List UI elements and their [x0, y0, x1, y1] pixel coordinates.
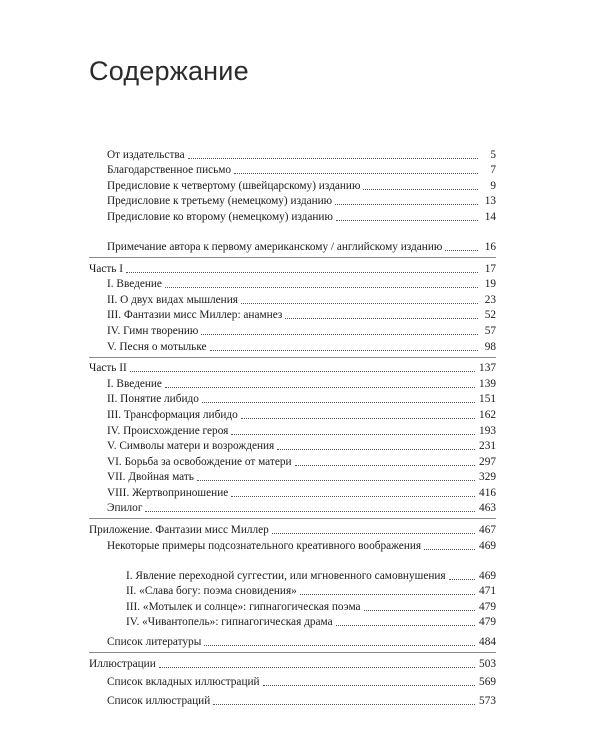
toc-entry-title: Предисловие ко второму (немецкому) изданию: [107, 210, 333, 223]
toc-entry-title: Предисловие к третьему (немецкому) изданию: [107, 195, 333, 208]
toc-entry-page: 469: [479, 539, 496, 552]
toc-part-1[interactable]: [89, 260, 496, 276]
toc-entry-appendix-examples[interactable]: [89, 537, 496, 553]
toc-entry-page: 503: [479, 657, 496, 670]
toc-entry-page: 479: [479, 616, 496, 629]
toc-entry-title: Список вкладных иллюстраций: [107, 676, 260, 689]
toc-appendix[interactable]: [89, 521, 496, 537]
toc-entry-title: VIII. Жертвоприношение: [107, 486, 229, 499]
toc-entry-title: V. Символы матери и возрождения: [107, 440, 275, 453]
toc-entry-title: II. Понятие либидо: [107, 393, 199, 406]
toc-entry-title: I. Введение: [107, 377, 162, 390]
toc-entry-page: 573: [479, 694, 496, 707]
dot-leader: [165, 286, 478, 288]
dot-leader: [188, 157, 478, 159]
toc-entry-preface-4th[interactable]: [89, 177, 496, 193]
toc-entry-p2-ch4[interactable]: [89, 422, 496, 438]
toc-entry-title: Предисловие к четвертому (швейцарскому) изданию: [107, 179, 361, 192]
dot-leader: [277, 448, 475, 450]
dot-leader: [445, 249, 478, 251]
toc-entry-p2-ch3[interactable]: [89, 406, 496, 422]
toc-entry-title: Некоторые примеры подсознательного креативного воображения: [107, 539, 422, 552]
toc-part-title: Иллюстрации: [89, 657, 156, 670]
dot-leader: [300, 593, 475, 595]
dot-leader: [241, 302, 478, 304]
dot-leader: [234, 172, 478, 174]
toc-entry-p1-ch3[interactable]: [89, 307, 496, 323]
toc-entry-title: IV. Гимн творению: [107, 324, 199, 337]
toc-entry-page: 193: [479, 424, 496, 437]
section-divider: [89, 257, 496, 258]
toc-entry-page: 416: [479, 486, 496, 499]
dot-leader: [201, 333, 478, 335]
dot-leader: [204, 644, 475, 646]
toc-entry-page: 23: [484, 293, 496, 306]
dot-leader: [364, 609, 475, 611]
toc-entry-p2-ch8[interactable]: [89, 484, 496, 500]
dot-leader: [165, 386, 475, 388]
dot-leader: [336, 624, 475, 626]
page-title: Содержание: [89, 56, 249, 86]
dot-leader: [241, 417, 475, 419]
toc-entry-title: Список иллюстраций: [107, 694, 211, 707]
toc-entry-page: 14: [484, 210, 496, 223]
toc-entry-appendix-4[interactable]: [89, 614, 496, 630]
toc-entry-title: III. Трансформация либидо: [107, 408, 238, 421]
toc-entry-page: 98: [484, 340, 496, 353]
toc-entry-page: 329: [479, 471, 496, 484]
toc-entry-p1-ch2[interactable]: [89, 291, 496, 307]
toc-entry-p2-ch1[interactable]: [89, 375, 496, 391]
dot-leader: [202, 401, 475, 403]
dot-leader: [336, 219, 478, 221]
toc-entry-page: 463: [479, 502, 496, 515]
toc-entry-page: 569: [479, 676, 496, 689]
toc-entry-title: VI. Борьба за освобождение от матери: [107, 455, 292, 468]
toc-entry-page: 231: [479, 440, 496, 453]
toc-entry-title: IV. «Чивантопель»: гипнагогическая драма: [126, 616, 333, 629]
dot-leader: [145, 510, 475, 512]
toc-entry-page: 484: [479, 636, 496, 649]
toc-entry-page: 7: [490, 164, 496, 177]
toc-entry-inset-illustrations[interactable]: [89, 674, 496, 690]
section-divider: [89, 357, 496, 358]
toc-entry-preface-3rd[interactable]: [89, 193, 496, 209]
toc-entry-appendix-1[interactable]: [89, 553, 496, 583]
section-divider: [89, 652, 496, 653]
dot-leader: [159, 666, 475, 668]
toc-entry-title: От издательства: [107, 148, 185, 161]
toc-entry-page: 139: [479, 377, 496, 390]
toc-entry-title: V. Песня о мотыльке: [107, 340, 207, 353]
toc-illustrations[interactable]: [89, 655, 496, 671]
dot-leader: [126, 271, 478, 273]
toc-entry-page: 52: [484, 309, 496, 322]
dot-leader: [263, 684, 475, 686]
section-divider: [89, 518, 496, 519]
toc-entry-illustrations-list[interactable]: [89, 692, 496, 708]
toc-entry-from-publisher[interactable]: [89, 146, 496, 162]
toc-entry-title: III. Фантазии мисс Миллер: анамнез: [107, 309, 283, 322]
toc-entry-p1-ch1[interactable]: [89, 276, 496, 292]
dot-leader: [363, 188, 478, 190]
toc-entry-page: 17: [484, 262, 496, 275]
dot-leader: [335, 203, 478, 205]
dot-leader: [231, 495, 475, 497]
toc-entry-title: IV. Происхождение героя: [107, 424, 229, 437]
toc-entry-appendix-3[interactable]: [89, 598, 496, 614]
toc-entry-page: 5: [490, 148, 496, 161]
toc-part-title: Часть II: [89, 362, 127, 375]
toc-entry-page: 162: [479, 408, 496, 421]
toc-entry-thanks-letter[interactable]: [89, 162, 496, 178]
toc-entry-page: 57: [484, 324, 496, 337]
toc-entry-page: 297: [479, 455, 496, 468]
dot-leader: [295, 464, 475, 466]
toc-part-title: Приложение. Фантазии мисс Миллер: [89, 524, 269, 537]
toc-entry-page: 137: [479, 362, 496, 375]
dot-leader: [130, 370, 475, 372]
toc-entry-page: 479: [479, 600, 496, 613]
toc-part-title: Часть I: [89, 262, 124, 275]
toc-entry-title: II. О двух видах мышления: [107, 293, 238, 306]
toc-entry-title: III. «Мотылек и солнце»: гипнагогическая поэма: [126, 600, 361, 613]
toc-entry-page: 151: [479, 393, 496, 406]
toc-entry-page: 9: [490, 179, 496, 192]
dot-leader: [231, 433, 475, 435]
toc-part-2[interactable]: [89, 360, 496, 376]
table-of-contents: [89, 146, 496, 708]
toc-entry-page: 16: [484, 240, 496, 253]
dot-leader: [449, 578, 475, 580]
toc-entry-title: VII. Двойная мать: [107, 471, 194, 484]
dot-leader: [213, 703, 475, 705]
toc-entry-title: I. Введение: [107, 278, 162, 291]
toc-entry-author-note[interactable]: [89, 224, 496, 254]
dot-leader: [285, 317, 478, 319]
toc-entry-page: 13: [484, 195, 496, 208]
toc-entry-p2-epilogue[interactable]: [89, 500, 496, 516]
toc-entry-p2-ch5[interactable]: [89, 438, 496, 454]
toc-entry-page: 467: [479, 524, 496, 537]
dot-leader: [272, 532, 475, 534]
dot-leader: [210, 349, 478, 351]
toc-entry-title: II. «Слава богу: поэма сновидения»: [126, 585, 297, 598]
dot-leader: [424, 548, 475, 550]
toc-entry-p2-ch6[interactable]: [89, 453, 496, 469]
toc-entry-page: 19: [484, 278, 496, 291]
toc-entry-p2-ch2[interactable]: [89, 391, 496, 407]
toc-entry-p2-ch7[interactable]: [89, 469, 496, 485]
toc-entry-page: 471: [479, 585, 496, 598]
toc-entry-title: Благодарственное письмо: [107, 164, 232, 177]
toc-entry-preface-2nd[interactable]: [89, 208, 496, 224]
toc-entry-p1-ch5[interactable]: [89, 338, 496, 354]
dot-leader: [197, 479, 475, 481]
toc-entry-page: 469: [479, 569, 496, 582]
toc-entry-title: I. Явление переходной суггестии, или мгновенного самовнушения: [126, 569, 446, 582]
toc-entry-literature[interactable]: [89, 633, 496, 649]
toc-entry-p1-ch4[interactable]: [89, 322, 496, 338]
toc-entry-title: Список литературы: [107, 636, 202, 649]
toc-entry-appendix-2[interactable]: [89, 583, 496, 599]
toc-entry-title: Примечание автора к первому американскому / английскому изданию: [107, 240, 443, 253]
toc-entry-title: Эпилог: [107, 502, 143, 515]
